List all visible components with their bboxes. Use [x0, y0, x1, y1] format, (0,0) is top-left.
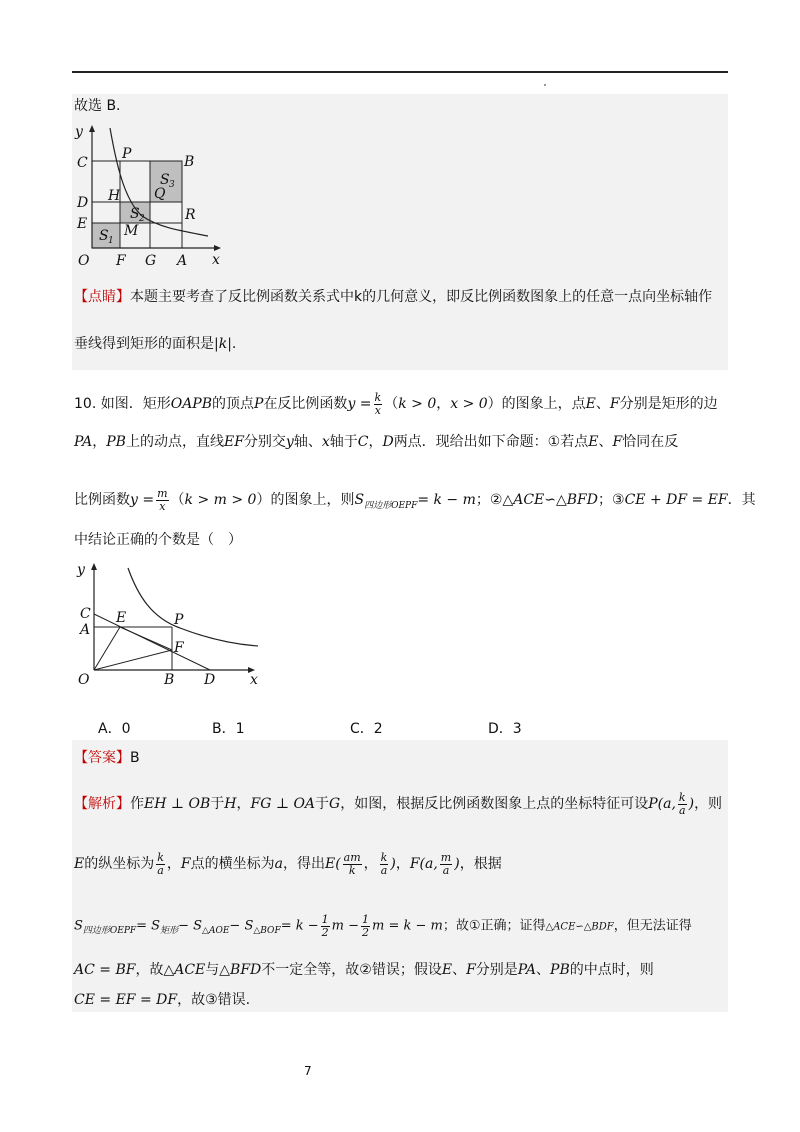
q-text: 在反比例函数	[263, 396, 348, 413]
a-text: 作	[130, 796, 144, 813]
q-math: D	[382, 434, 394, 450]
q-text: ．其	[727, 492, 756, 509]
q-text: 的顶点	[212, 396, 255, 413]
label-s3-sub: 3	[169, 180, 175, 190]
a-text: 于	[315, 796, 330, 813]
a-fraction	[156, 852, 165, 876]
q-math: F	[609, 396, 620, 413]
q-text: 恰同在反	[622, 434, 679, 450]
frac-den: a	[442, 863, 450, 877]
a-math: = k −	[280, 918, 319, 934]
frac-num: m	[157, 487, 168, 500]
a-text: 的纵坐标为	[84, 856, 155, 873]
a-fraction-half	[321, 914, 330, 938]
q-math: y =	[347, 396, 372, 413]
conclusion-text: 故选 B.	[74, 98, 121, 114]
a-math: △ACE	[163, 962, 206, 978]
a-math: AC = BF	[74, 962, 136, 978]
label2-e: E	[116, 610, 127, 626]
q-math: PB	[106, 434, 126, 450]
q-math: OAPB	[170, 396, 213, 413]
a-text: ，	[236, 796, 251, 813]
question-line-2	[74, 434, 678, 451]
q-text: ；②	[475, 492, 503, 509]
frac-den: 2	[321, 925, 329, 939]
q-math: △ACE∽△BFD	[502, 492, 598, 509]
a-math: E(	[324, 856, 341, 873]
label2-d: D	[204, 672, 216, 688]
frac-den: x	[374, 403, 381, 417]
a-text: ，根据	[459, 856, 502, 873]
a-fraction-k-a	[678, 792, 687, 816]
x-axis-arrow	[214, 245, 221, 251]
label-e: E	[77, 216, 88, 232]
a-math: m = k − m	[371, 918, 443, 934]
q-text: ）的图象上，则	[256, 492, 355, 509]
label-q: Q	[154, 186, 166, 202]
analysis-line-5	[74, 992, 250, 1009]
a-math: H	[224, 796, 237, 813]
label-s2-sub: 2	[139, 214, 145, 224]
q-text: 分别是矩形的边	[619, 396, 718, 413]
a-text: ，故	[135, 962, 164, 978]
label2-c: C	[80, 606, 91, 622]
label-o: O	[78, 253, 90, 269]
analysis-line-3	[74, 914, 692, 938]
q-text: （	[170, 492, 185, 509]
a-math: m −	[331, 918, 359, 934]
frac-num: k	[157, 851, 164, 864]
q-text: 如图．矩形	[100, 396, 171, 413]
option-b: B．1	[212, 721, 245, 737]
a-math: G	[329, 796, 341, 813]
a-math: E	[441, 962, 453, 978]
analysis-line-2	[74, 852, 502, 876]
header-dot	[544, 84, 546, 86]
label2-f: F	[174, 640, 184, 656]
option-a: A．0	[98, 721, 131, 737]
label-s1-sub: 1	[108, 236, 114, 246]
q-text: 轴、	[293, 434, 322, 450]
q-math: y =	[130, 492, 155, 509]
q-math: EF	[223, 434, 244, 450]
a-text: 不一定全等，故②错误；假设	[261, 962, 442, 978]
header-rule	[72, 71, 728, 73]
label-h: H	[108, 188, 121, 204]
analysis-tag: 【解析】	[74, 796, 130, 813]
comment-abs-k: |k|	[214, 336, 232, 352]
frac-num: k	[374, 391, 382, 404]
label-x: x	[212, 252, 220, 268]
a-text: ；故①正确；证得	[442, 918, 546, 934]
label-s1: S	[99, 228, 109, 244]
q-text: ，	[436, 396, 451, 413]
label-m: M	[124, 223, 139, 239]
q-math: F	[612, 434, 623, 450]
a-text: 分别是	[475, 962, 518, 978]
label-s2: S	[130, 206, 140, 222]
a-math: = S	[136, 918, 161, 934]
a-text: ，得出	[282, 856, 325, 873]
label-r: R	[185, 207, 196, 223]
q-text: 分别交	[243, 434, 286, 450]
frac-num: m	[440, 851, 452, 864]
q-text: 上的动点，直线	[125, 434, 224, 450]
comment-line-1	[74, 289, 712, 306]
q-text: ；③	[598, 492, 625, 509]
label-b: B	[184, 154, 195, 170]
a-math: PB	[550, 962, 570, 978]
q-text: ，	[368, 434, 383, 450]
a-math: F	[466, 962, 476, 978]
q-math: E	[585, 396, 596, 413]
y-axis-arrow	[89, 125, 95, 132]
option-d: D．3	[488, 721, 522, 737]
a-text: 与	[205, 962, 220, 978]
frac-num: am	[343, 851, 361, 864]
line-oe	[94, 627, 120, 670]
q-math: P	[254, 396, 264, 413]
q-math: PA	[74, 434, 93, 450]
a-math: P(a,	[648, 796, 676, 813]
line-of	[94, 650, 172, 670]
a-math: △BFD	[219, 962, 262, 978]
a-text: 于	[210, 796, 225, 813]
frac-den: 2	[361, 925, 369, 939]
a-math: F(a,	[409, 856, 438, 873]
label-g: G	[145, 253, 157, 269]
analysis-line-4	[74, 962, 654, 979]
a-math: CE = EF = DF	[74, 992, 178, 1008]
label-a: A	[177, 253, 188, 269]
a-text: 、	[452, 962, 467, 978]
a-text: 点的横坐标为	[190, 856, 275, 873]
a-fraction	[343, 852, 362, 876]
q-fraction-k-x	[374, 392, 383, 416]
option-c: C．2	[350, 721, 383, 737]
answer-tag: 【答案】	[74, 750, 130, 766]
a-text: ，则	[694, 796, 723, 813]
q-text: ，	[92, 434, 107, 450]
frac-num: 1	[361, 913, 369, 926]
frac-den: k	[348, 863, 356, 877]
a-text: 、	[536, 962, 551, 978]
label2-o: O	[78, 672, 90, 688]
comment-line-2	[74, 336, 236, 353]
a-math: − S	[229, 918, 254, 934]
q-math: k > m > 0	[184, 492, 257, 509]
a-math: PA	[517, 962, 537, 978]
a-text: ，	[166, 856, 181, 873]
y-axis-arrow-2	[91, 563, 97, 570]
comment-text-2b: .	[231, 336, 237, 352]
label2-x: x	[250, 672, 258, 688]
a-math: )	[688, 796, 695, 813]
a-text: ，	[363, 856, 378, 873]
answer-line	[74, 750, 140, 767]
q-math: E	[588, 434, 599, 450]
a-math: )	[454, 856, 460, 873]
q-math: = k − m	[417, 492, 476, 509]
comment-text-2a: 垂线得到矩形的面积是	[74, 336, 214, 352]
a-math: )	[390, 856, 396, 873]
a-math: F	[180, 856, 191, 873]
a-text: 的中点时，则	[569, 962, 654, 978]
q-text: 、	[598, 434, 613, 450]
a-math: S	[74, 918, 83, 934]
q-math: CE + DF = EF	[624, 492, 728, 509]
a-sub: △AOE	[202, 926, 230, 937]
a-text: ，但无法证得	[613, 918, 692, 934]
q-text: 比例函数	[74, 492, 130, 509]
frac-num: 1	[321, 913, 329, 926]
answer-value: B	[130, 750, 140, 766]
q-math: x > 0	[450, 396, 488, 413]
q-math: C	[357, 434, 369, 450]
q-math: x	[321, 434, 330, 450]
hyperbola-curve-2	[128, 568, 258, 646]
a-fraction	[440, 852, 452, 876]
comment-text-1: 本题主要考查了反比例函数关系式中k的几何意义，即反比例函数图象上的任意一点向坐标轴作	[130, 289, 713, 305]
label-f: F	[116, 253, 126, 269]
q-sub: 四边形OEPF	[364, 500, 418, 511]
q-math: S	[354, 492, 365, 509]
frac-den: a	[157, 863, 164, 877]
label-s3: S	[160, 172, 170, 188]
a-text: ，如图，根据反比例函数图象上点的坐标特征可设	[340, 796, 649, 813]
q-fraction-m-x	[156, 488, 168, 512]
frac-den: a	[380, 863, 388, 877]
q-text: （	[384, 396, 399, 413]
label2-p: P	[174, 612, 184, 628]
q-math: k > 0	[398, 396, 437, 413]
frac-den: x	[159, 499, 166, 513]
a-math: a	[274, 856, 283, 873]
comment-tag: 【点睛】	[74, 289, 130, 305]
frac-den: a	[678, 803, 686, 817]
label2-a: A	[80, 622, 91, 638]
a-math: E	[74, 856, 85, 873]
a-math: △ACE∽△BDF	[545, 921, 614, 933]
a-math: FG ⊥ OA	[250, 796, 316, 813]
figure-1-diagram	[72, 122, 232, 270]
a-sub: △BOF	[253, 926, 281, 937]
page-number: 7	[304, 1064, 312, 1078]
question-line-3	[74, 488, 756, 512]
label2-b: B	[164, 672, 175, 688]
frac-num: k	[678, 791, 686, 804]
q-text: ）的图象上，点	[487, 396, 586, 413]
q-text: 、	[595, 396, 610, 413]
q-text: 两点．现给出如下命题：①若点	[393, 434, 589, 450]
frac-num: k	[380, 851, 388, 864]
analysis-line-1	[74, 792, 722, 816]
a-math: − S	[178, 918, 203, 934]
question-line-1	[74, 392, 718, 416]
label-y: y	[75, 124, 83, 140]
a-sub: 四边形OEPF	[82, 926, 137, 937]
question-number: 10.	[74, 396, 97, 413]
question-line-4: 中结论正确的个数是（ ）	[74, 532, 242, 548]
label-c: C	[77, 155, 88, 171]
label-p: P	[122, 146, 132, 162]
q-text: 轴于	[329, 434, 358, 450]
a-text: ，	[395, 856, 410, 873]
q-math: y	[285, 434, 294, 450]
label-d: D	[77, 195, 89, 211]
a-text: ，故③错误.	[177, 992, 251, 1008]
figure-2-diagram	[72, 560, 272, 692]
a-sub: 矩形	[160, 926, 179, 937]
label2-y: y	[77, 562, 85, 578]
a-fraction-half	[361, 914, 370, 938]
line-ef	[120, 627, 172, 650]
a-fraction	[380, 852, 389, 876]
a-math: EH ⊥ OB	[144, 796, 211, 813]
